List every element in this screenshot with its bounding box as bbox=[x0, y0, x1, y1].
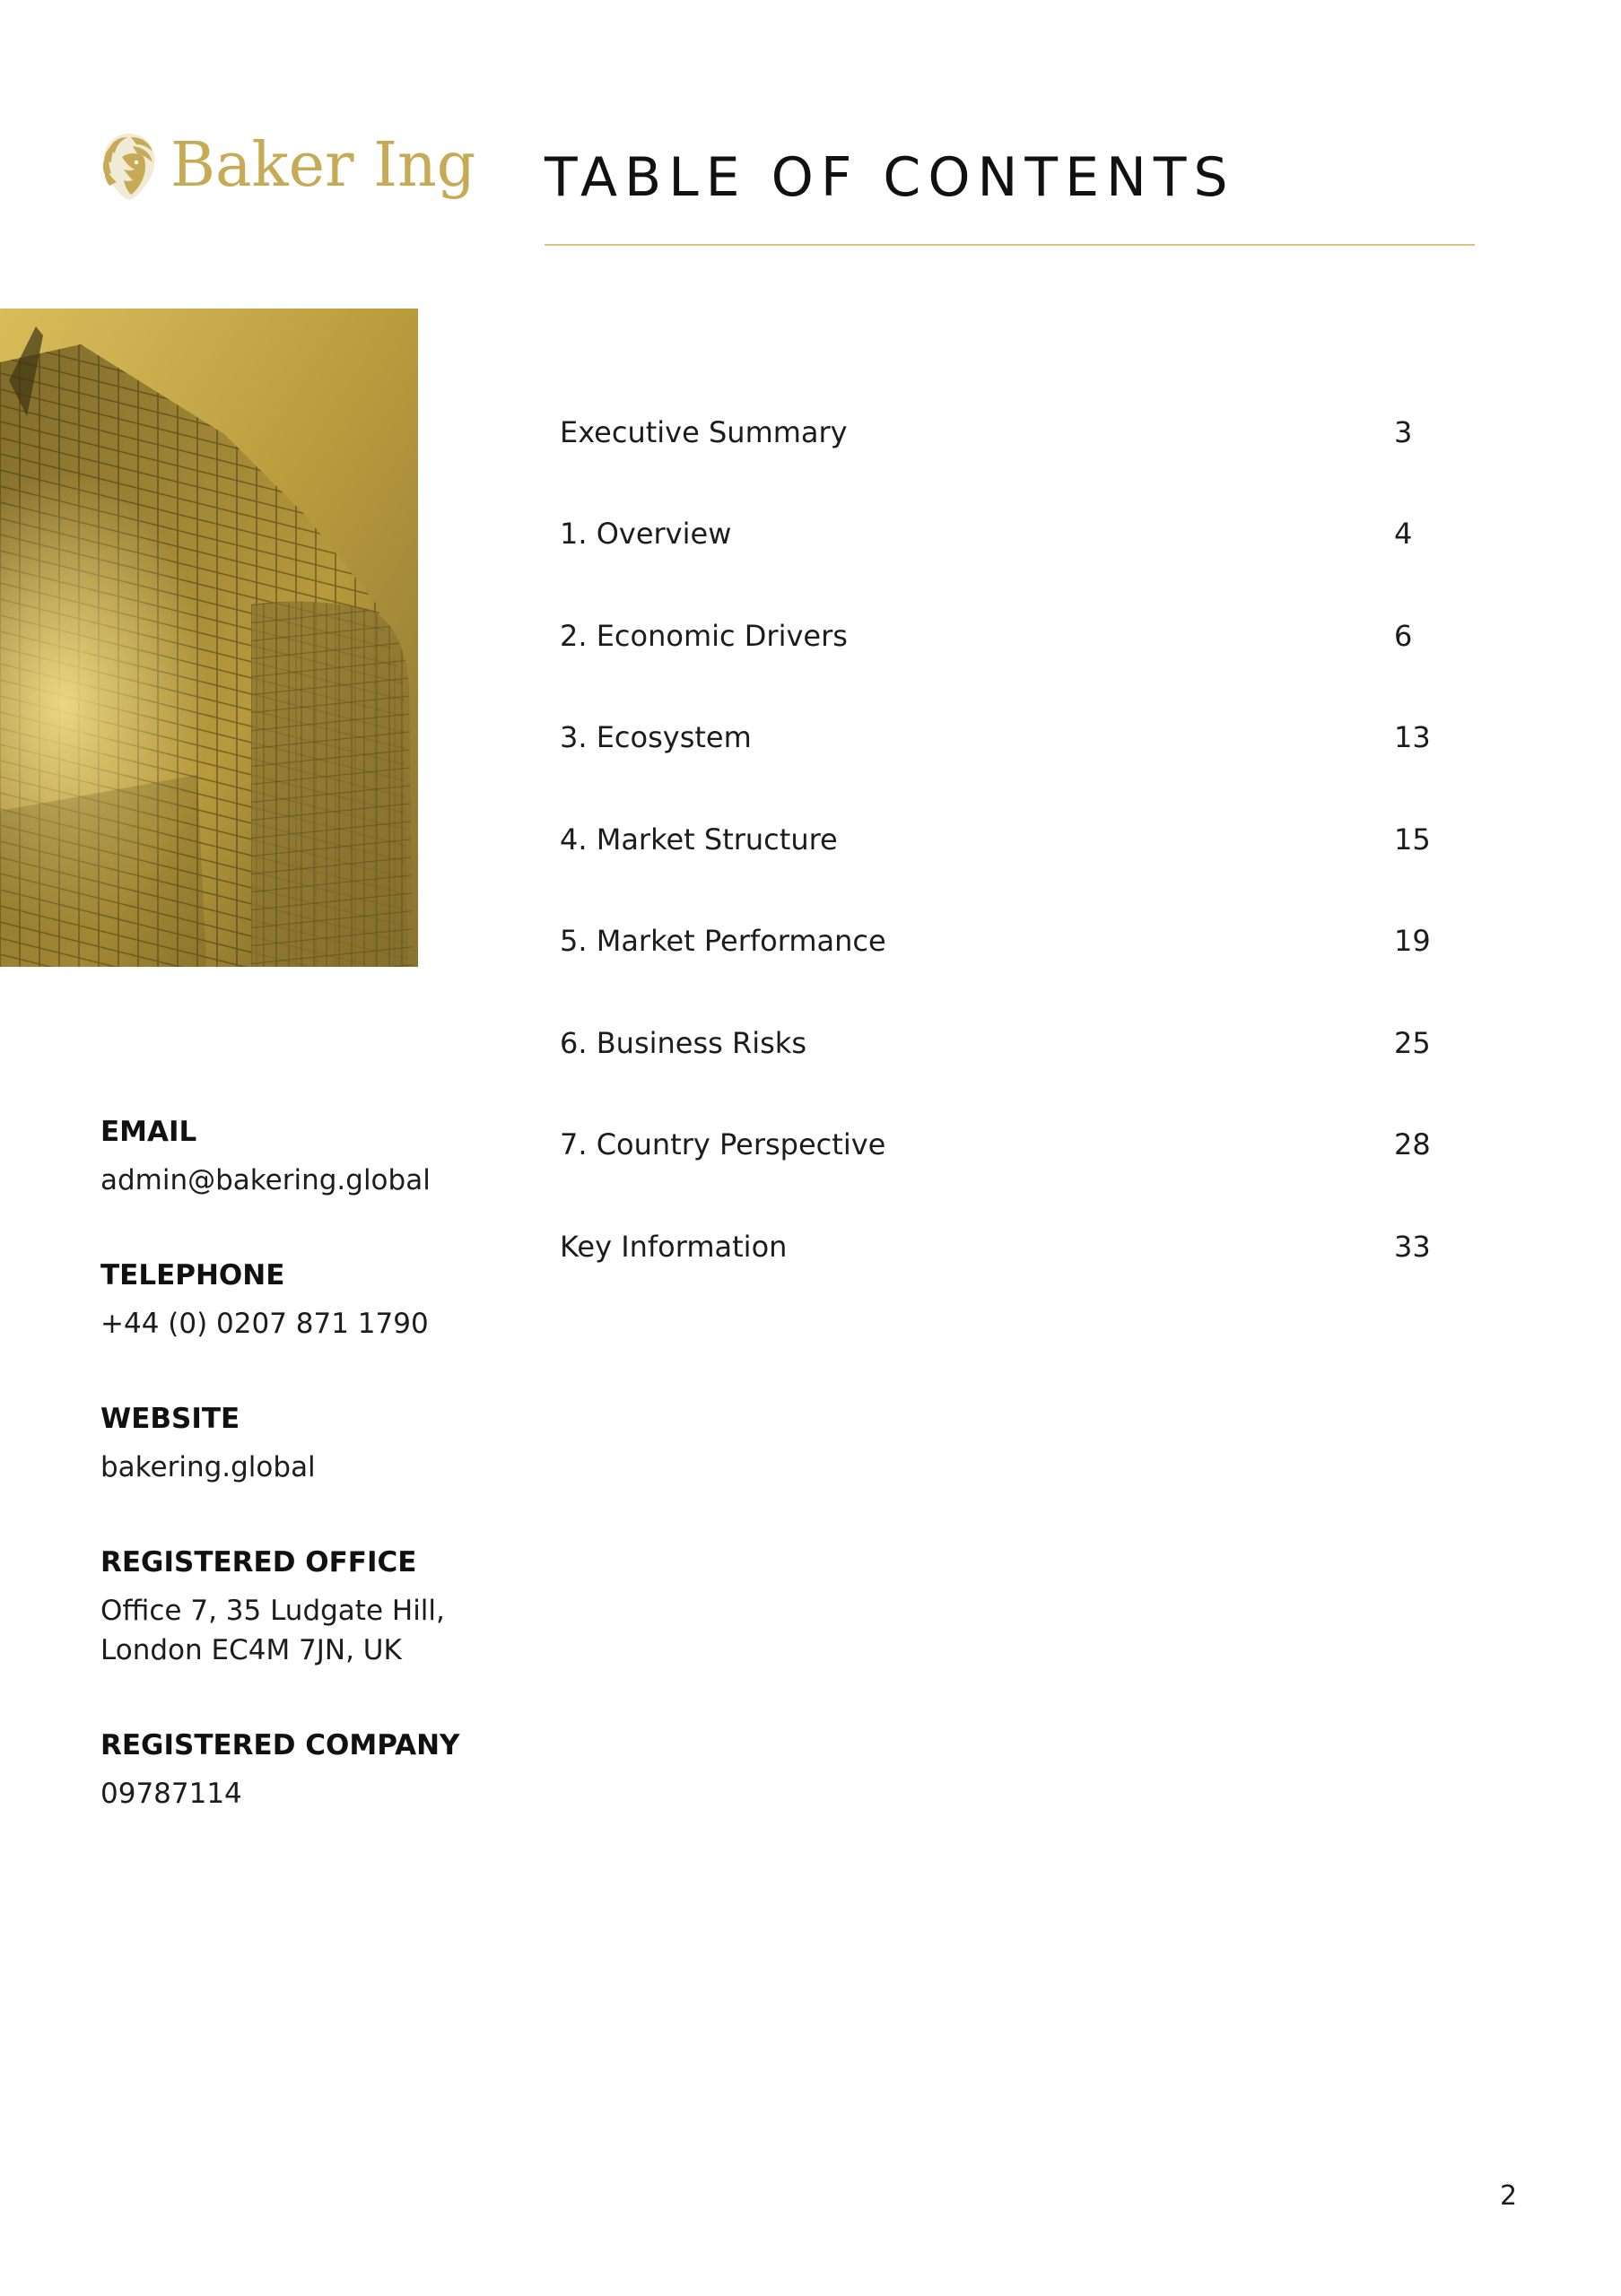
toc-entry-page: 3 bbox=[1394, 414, 1413, 449]
telephone-label: TELEPHONE bbox=[100, 1259, 285, 1292]
toc-entry-label: Executive Summary bbox=[560, 414, 848, 449]
toc-entry-business-risks[interactable] bbox=[560, 992, 1475, 1094]
toc-entry-page: 6 bbox=[1394, 618, 1413, 653]
contact-website bbox=[100, 1399, 495, 1487]
toc-entry-page: 13 bbox=[1394, 720, 1431, 755]
contact-telephone bbox=[100, 1256, 495, 1344]
toc-list bbox=[560, 381, 1475, 1298]
toc-entry-label: Key Information bbox=[560, 1229, 788, 1264]
toc-entry-page: 25 bbox=[1394, 1025, 1431, 1060]
toc-entry-key-information[interactable] bbox=[560, 1196, 1475, 1298]
brand-name: Baker Ing bbox=[170, 130, 476, 201]
telephone-value[interactable]: +44 (0) 0207 871 1790 bbox=[100, 1308, 429, 1340]
toc-entry-page: 15 bbox=[1394, 822, 1431, 857]
toc-entry-economic-drivers[interactable] bbox=[560, 585, 1475, 687]
page-title: TABLE OF CONTENTS bbox=[545, 146, 1235, 209]
email-value[interactable]: admin@bakering.global bbox=[100, 1164, 431, 1196]
toc-entry-label: 3. Ecosystem bbox=[560, 720, 752, 755]
toc-entry-label: 1. Overview bbox=[560, 517, 732, 552]
toc-entry-label: 2. Economic Drivers bbox=[560, 618, 848, 653]
toc-entry-ecosystem[interactable] bbox=[560, 687, 1475, 789]
toc-entry-label: 4. Market Structure bbox=[560, 822, 838, 857]
registered-office-line1: Office 7, 35 Ludgate Hill, bbox=[100, 1595, 445, 1627]
toc-entry-country-perspective[interactable] bbox=[560, 1094, 1475, 1196]
toc-entry-page: 19 bbox=[1394, 924, 1431, 959]
toc-entry-market-performance[interactable] bbox=[560, 891, 1475, 993]
toc-entry-label: 6. Business Risks bbox=[560, 1025, 806, 1060]
toc-entry-page: 28 bbox=[1394, 1127, 1431, 1162]
registered-office-line2: London EC4M 7JN, UK bbox=[100, 1634, 402, 1666]
lion-head-icon bbox=[97, 130, 161, 202]
toc-entry-label: 5. Market Performance bbox=[560, 924, 886, 959]
registered-company-value: 09787114 bbox=[100, 1778, 242, 1810]
page-number: 2 bbox=[1500, 2180, 1518, 2212]
brand-logo bbox=[97, 126, 475, 206]
registered-office-label: REGISTERED OFFICE bbox=[100, 1546, 417, 1578]
website-value[interactable]: bakering.global bbox=[100, 1451, 316, 1483]
toc-entry-market-structure[interactable] bbox=[560, 788, 1475, 891]
toc-entry-label: 7. Country Perspective bbox=[560, 1127, 886, 1162]
toc-entry-page: 4 bbox=[1394, 517, 1413, 552]
skyscraper-photo bbox=[0, 309, 418, 967]
toc-entry-page: 33 bbox=[1394, 1229, 1431, 1264]
contact-registered-company bbox=[100, 1726, 495, 1813]
toc-entry-overview[interactable] bbox=[560, 483, 1475, 586]
contact-email bbox=[100, 1112, 495, 1200]
email-label: EMAIL bbox=[100, 1116, 197, 1148]
toc-entry-executive-summary[interactable] bbox=[560, 381, 1475, 483]
contact-info bbox=[100, 1112, 495, 1869]
registered-company-label: REGISTERED COMPANY bbox=[100, 1729, 460, 1761]
website-label: WEBSITE bbox=[100, 1403, 240, 1435]
title-divider bbox=[545, 244, 1475, 246]
contact-registered-office bbox=[100, 1543, 495, 1670]
building-icon bbox=[0, 309, 418, 967]
